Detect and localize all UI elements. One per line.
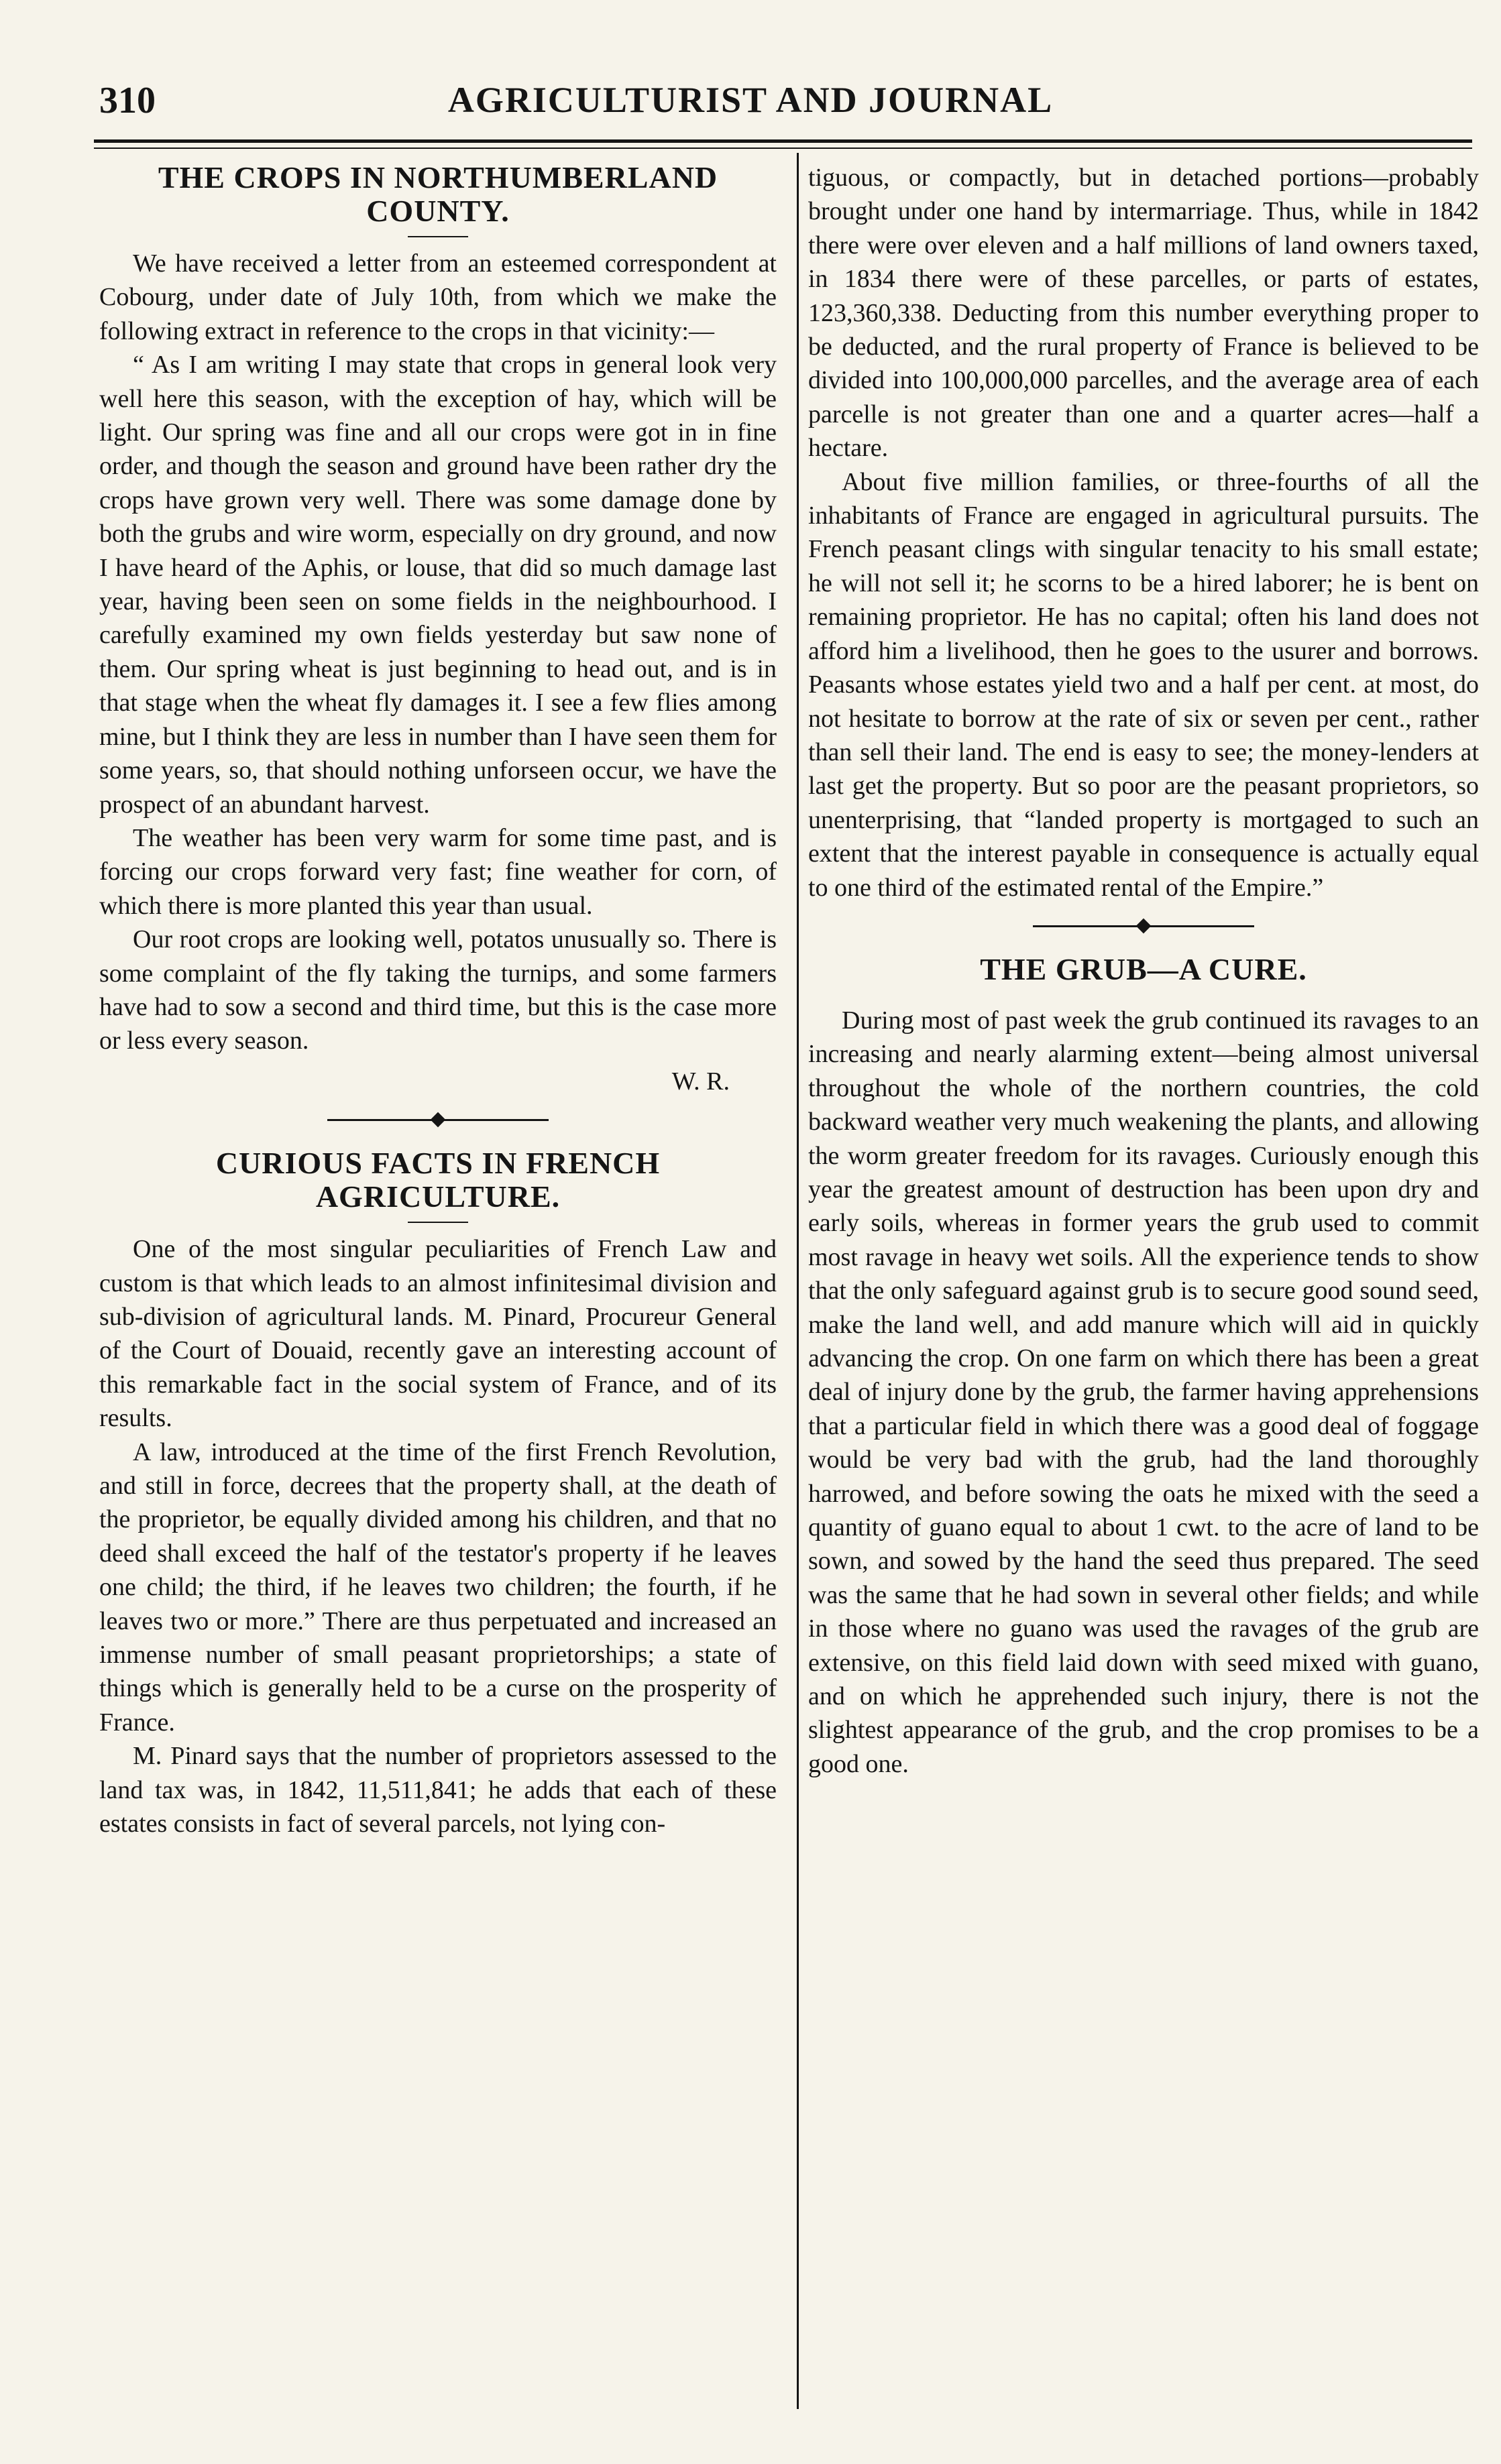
paragraph: M. Pinard says that the number of proprietors assessed to the land tax was, in 1842, 11,511,841; he adds that each of these estates consists in fact of several parcels, not lying con- <box>99 1742 777 1838</box>
article-title-crops: THE CROPS IN NORTHUMBERLAND COUNTY. <box>158 161 718 228</box>
page-header <box>0 79 1501 133</box>
left-column <box>99 161 777 2427</box>
page-number: 310 <box>99 80 156 121</box>
paragraph: The weather has been very warm for some time past, and is forcing our crops forward very fast; fine weather for corn, of which there is more planted this year than usual. <box>99 823 777 920</box>
header-rule-thin <box>94 148 1472 149</box>
paragraph: A law, introduced at the time of the first French Revolution, and still in force, decrees that the property shall, at the death of the proprietor, be equally divided among his children, and that no deed shall exceed the half of the testator's property if he leaves one child; the third, if he leaves two children; the fourth, if he leaves two or more.” There are thus perpetuated and increased an immense number of small peasant proprietorships; a state of things which is generally held to be a curse on the prosperity of France. <box>99 1438 777 1737</box>
article-title-french: CURIOUS FACTS IN FRENCH AGRICULTURE. <box>215 1146 661 1214</box>
paragraph: One of the most singular peculiarities of French Law and custom is that which leads to an almost infinitesimal division and sub-division of agricultural lands. M. Pinard, Procureur General of the Court of Douaid, recently gave an interesting account of this remarkable fact in the social system of France, and of its results. <box>99 1235 777 1433</box>
paragraph: Our root crops are looking well, potatos unusually so. There is some complaint of the fly taking the turnips, and some farmers have had to sow a second and third time, but this is the case more or less every season. <box>99 925 777 1055</box>
running-title: AGRICULTURIST AND JOURNAL <box>447 80 1054 120</box>
header-rule-thick <box>94 139 1472 143</box>
section-ornament <box>327 1108 549 1132</box>
paragraph: We have received a letter from an esteemed correspondent at Cobourg, under date of July 10th, from which we make the following extract in reference to the crops in that vicinity:— <box>99 249 777 345</box>
paragraph: tiguous, or compactly, but in detached portions—probably brought under one hand by intermarriage. Thus, while in 1842 there were over eleven and a half millions of land owners taxed, in 1834 there were of these parcelles, or parts of estates, 123,360,338. Deducting from this number everything proper to be deducted, and the rural property of France is believed to be divided into 100,000,000 parcelles, and the average area of each parcelle is not greater than one and a quarter acres—half a hectare. <box>808 164 1479 463</box>
right-column <box>808 161 1479 2427</box>
article-title-grub: THE GRUB—A CURE. <box>980 951 1307 986</box>
column-divider <box>797 153 799 2409</box>
paragraph: About five million families, or three-fourths of all the inhabitants of France are engaged in agricultural pursuits. The French peasant clings with singular tenacity to his small estate; he will not sell it; he scorns to be a hired laborer; he is bent on remaining proprietor. He has no capital; often his land does not afford him a livelihood, then he goes to the usurer and borrows. Peasants whose estates yield two and a half per cent. at most, do not hesitate to borrow at the rate of six or seven per cent., rather than sell their land. The end is easy to see; the money-lenders at last get the property. But so poor are the peasant proprietors, so unenterprising, that “landed property is mortgaged to such an extent that the interest payable in consequence is actually equal to one third of the estimated rental of the Empire.” <box>808 467 1479 902</box>
title-rule <box>408 1222 468 1223</box>
title-rule <box>408 236 468 237</box>
section-ornament <box>1033 914 1254 938</box>
paragraph: “ As I am writing I may state that crops in general look very well here this season, with the exception of hay, which will be light. Our spring was fine and all our crops were got in in fine order, and though the season and ground have been rather dry the crops have grown very well. There was some damage done by both the grubs and wire worm, especially on dry ground, and now I have heard of the Aphis, or louse, that did so much damage last year, having been seen on some fields in the neighbourhood. I carefully examined my own fields yesterday but saw none of them. Our spring wheat is just beginning to head out, and is in that stage when the wheat fly damages it. I see a few flies among mine, but I think they are less in number than I have seen them for some years, so, that should nothing unforseen occur, we have the prospect of an abundant harvest. <box>99 351 777 819</box>
paragraph: During most of past week the grub continued its ravages to an increasing and nearly alarming extent—being almost universal throughout the whole of the northern countries, the cold backward weather very much weakening the plants, and allowing the worm greater freedom for its ravages. Curiously enough this year the greatest amount of destruction has been upon dry and early soils, whereas in former years the grub used to commit most ravage in heavy wet soils. All the experience tends to show that the only safeguard against grub is to secure good sound seed, make the land well, and add manure which will aid in quickly advancing the crop. On one farm on which there has been a great deal of injury done by the grub, the farmer having apprehensions that a particular field in which there was a good deal of foggage would be very bad with the grub, had the land thoroughly harrowed, and before sowing the oats he mixed with the seed a quantity of guano equal to about 1 cwt. to the acre of land to be sown, and sowed by the hand the seed thus prepared. The seed was the same that he had sown in several other fields; and while in those where no guano was used the ravages of the grub are extensive, on this field laid down with seed mixed with guano, and on which he apprehended such injury, there is not the slightest appearance of the grub, and the crop promises to be a good one. <box>808 1006 1479 1778</box>
signature: W. R. <box>671 1067 730 1096</box>
